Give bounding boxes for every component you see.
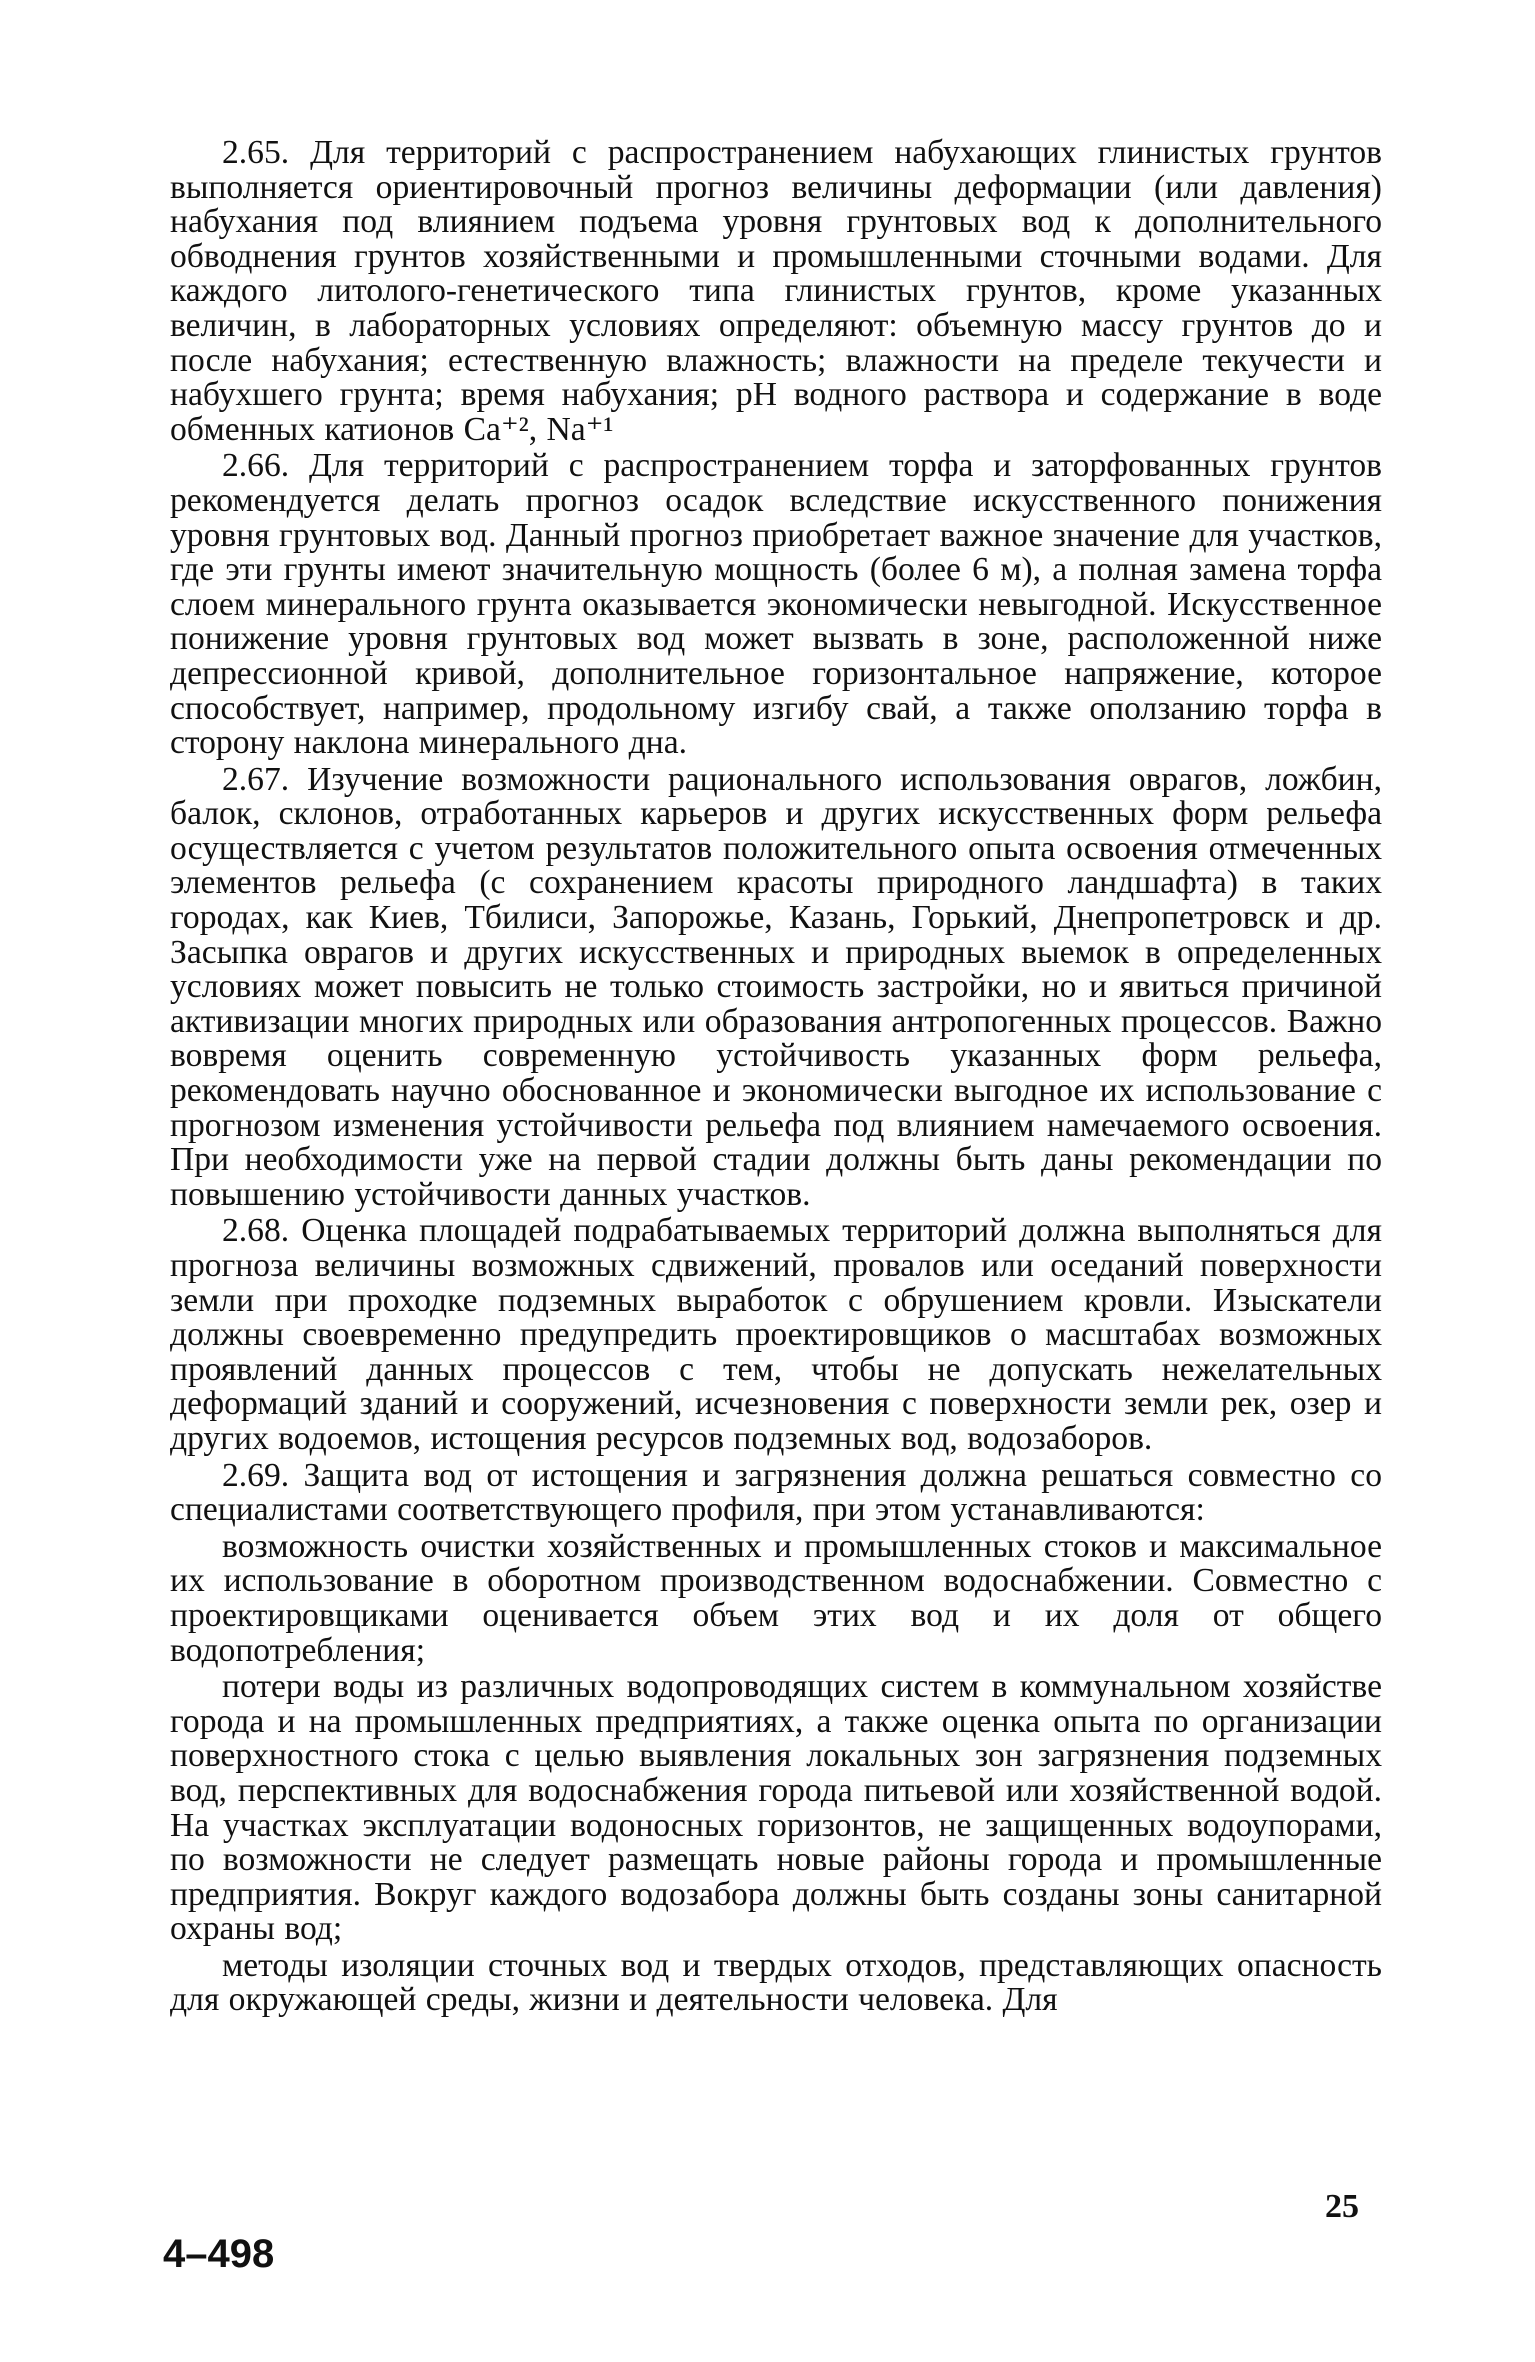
paragraph-number: 2.65. [222,134,290,171]
paragraph-2-69 [170,1456,1382,1529]
list-item-wastewater-treatment [170,1527,1382,1669]
paragraph-text: Для территорий с распространением торфа и заторфованных грунтов рекомендуется делать прогноз осадок вследствие искусственного понижения уровня грунтовых вод. Данный прогноз приобретает важное значение для участков, где эти грунты имеют значительную мощность (более 6 м), а полная замена торфа слоем минерального грунта оказывается экономически невыгодной. Искусственное понижение уровня грунтовых вод может вызвать в зоне, расположенной ниже депрессионной кривой, дополнительное горизонтальное напряжение, которое способствует, например, продольному изгибу свай, а также оползанию торфа в сторону наклона минерального дна. [170,447,1382,762]
list-item-water-losses [170,1670,1382,1947]
paragraph-number: 2.66. [222,447,290,485]
paragraph-2-65 [170,136,1382,447]
paragraph-text: потери воды из различных водопроводящих систем в коммунальном хозяйстве города и на промышленных предприятиях, а также оценка опыта по организации поверхностного стока с целью выявления локальных зон загрязнения подземных вод, перспективных для водоснабжения города питьевой или хозяйственной водой. На участках эксплуатации водоносных горизонтов, не защищенных водоупорами, по возможности не следует размещать новые районы города и промышленные предприятия. Вокруг каждого водозабора должны быть созданы зоны санитарной охраны вод; [170,1668,1382,1948]
paragraph-text: Для территорий с распространением набухающих глинистых грунтов выполняется ориентировочный прогноз величины деформации (или давления) набухания под влиянием подъема уровня грунтовых вод к дополнительного обводнения грунтов хозяйственными и промышленными сточными водами. Для каждого литолого-генетического типа глинистых грунтов, кроме указанных величин, в лабораторных условиях определяют: объемную массу грунтов до и после набухания; естественную влажность; влажности на пределе текучести и набухшего грунта; время набухания; pH водного раствора и содержание в воде обменных катионов Ca⁺², Na⁺¹ [170,134,1382,448]
paragraph-text: возможность очистки хозяйственных и промышленных стоков и максимальное их использование в оборотном производственном водоснабжении. Совместно с проектировщиками оценивается объем этих вод и их доля от общего водопотребления; [170,1527,1382,1669]
paragraph-2-67 [170,760,1382,1213]
signature-mark: 4–498 [163,2232,275,2276]
document-body [170,136,1382,2018]
paragraph-number: 2.67. [222,760,290,798]
page-number: 25 [1325,2188,1359,2225]
paragraph-text: Защита вод от истощения и загрязнения должна решаться совместно со специалистами соответствующего профиля, при этом устанавливаются: [170,1456,1382,1529]
paragraph-number: 2.68. [222,1212,290,1250]
paragraph-2-68 [170,1214,1382,1456]
list-item-isolation-methods [170,1946,1382,2019]
paragraph-text: Оценка площадей подрабатываемых территорий должна выполняться для прогноза величины возможных сдвижений, провалов или оседаний поверхности земли при проходке подземных выработок с обрушением кровли. Изыскатели должны своевременно предупредить проектировщиков о масштабах возможных проявлений данных процессов с тем, чтобы не допускать нежелательных деформаций зданий и сооружений, исчезновения с поверхности земли рек, озер и других водоемов, истощения ресурсов подземных вод, водозаборов. [170,1212,1382,1457]
paragraph-2-66 [170,449,1382,760]
paragraph-number: 2.69. [222,1456,290,1494]
paragraph-text: Изучение возможности рационального использования оврагов, ложбин, балок, склонов, отработанных карьеров и других искусственных форм рельефа осуществляется с учетом результатов положительного опыта освоения отмеченных элементов рельефа (с сохранением красоты природного ландшафта) в таких городах, как Киев, Тбилиси, Запорожье, Казань, Горький, Днепропетровск и др. Засыпка оврагов и других искусственных и природных выемок в определенных условиях может повысить не только стоимость застройки, но и явиться причиной активизации многих природных или образования антропогенных процессов. Важно вовремя оценить современную устойчивость указанных форм рельефа, рекомендовать научно обоснованное и экономически выгодное их использование с прогнозом изменения устойчивости рельефа под влиянием намечаемого освоения. При необходимости уже на первой стадии должны быть даны рекомендации по повышению устойчивости данных участков. [170,760,1382,1213]
paragraph-text: методы изоляции сточных вод и твердых отходов, представляющих опасность для окружающей среды, жизни и деятельности человека. Для [170,1946,1382,2019]
